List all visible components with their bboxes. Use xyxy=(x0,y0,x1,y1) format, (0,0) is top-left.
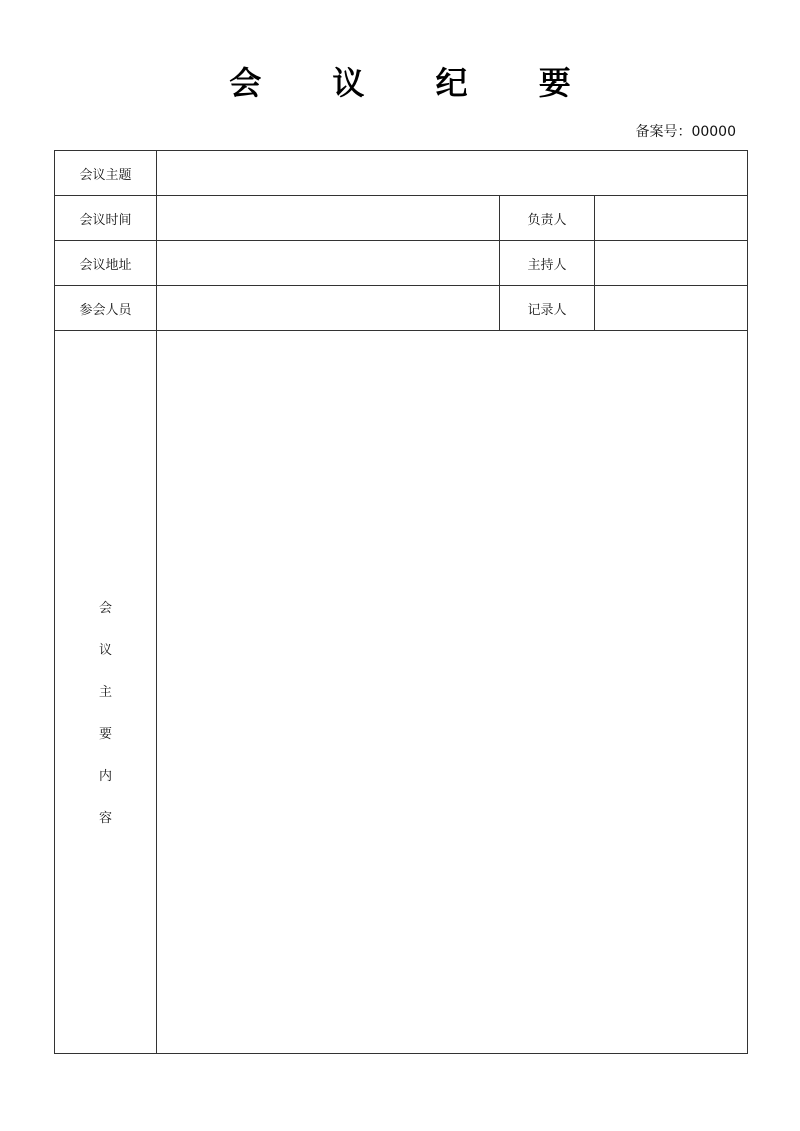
content-label-char: 会 xyxy=(98,601,112,616)
content-label-char: 容 xyxy=(98,811,112,826)
address-row xyxy=(55,241,748,286)
recorder-field[interactable] xyxy=(595,286,748,331)
address-field[interactable] xyxy=(157,241,500,286)
content-field[interactable] xyxy=(157,331,748,1054)
topic-row xyxy=(55,151,748,196)
host-label: 主持人 xyxy=(500,241,595,286)
record-number: 备案号：00000 xyxy=(635,124,736,140)
content-row xyxy=(55,331,748,1054)
content-label-char: 要 xyxy=(98,727,112,742)
attendees-field[interactable] xyxy=(157,286,500,331)
topic-label: 会议主题 xyxy=(55,151,157,196)
responsible-field[interactable] xyxy=(595,196,748,241)
meeting-minutes-table xyxy=(54,150,748,1054)
recorder-label: 记录人 xyxy=(500,286,595,331)
host-field[interactable] xyxy=(595,241,748,286)
time-field[interactable] xyxy=(157,196,500,241)
document-title: 会 议 纪 要 xyxy=(229,64,601,102)
responsible-label: 负责人 xyxy=(500,196,595,241)
address-label: 会议地址 xyxy=(55,241,157,286)
content-label-char: 内 xyxy=(98,769,112,784)
time-label: 会议时间 xyxy=(55,196,157,241)
content-label-char: 主 xyxy=(98,685,112,700)
attendees-row xyxy=(55,286,748,331)
content-label xyxy=(55,331,157,1054)
topic-field[interactable] xyxy=(157,151,748,196)
content-label-vertical xyxy=(55,331,156,1053)
attendees-label: 参会人员 xyxy=(55,286,157,331)
time-row xyxy=(55,196,748,241)
content-label-char: 议 xyxy=(98,643,112,658)
